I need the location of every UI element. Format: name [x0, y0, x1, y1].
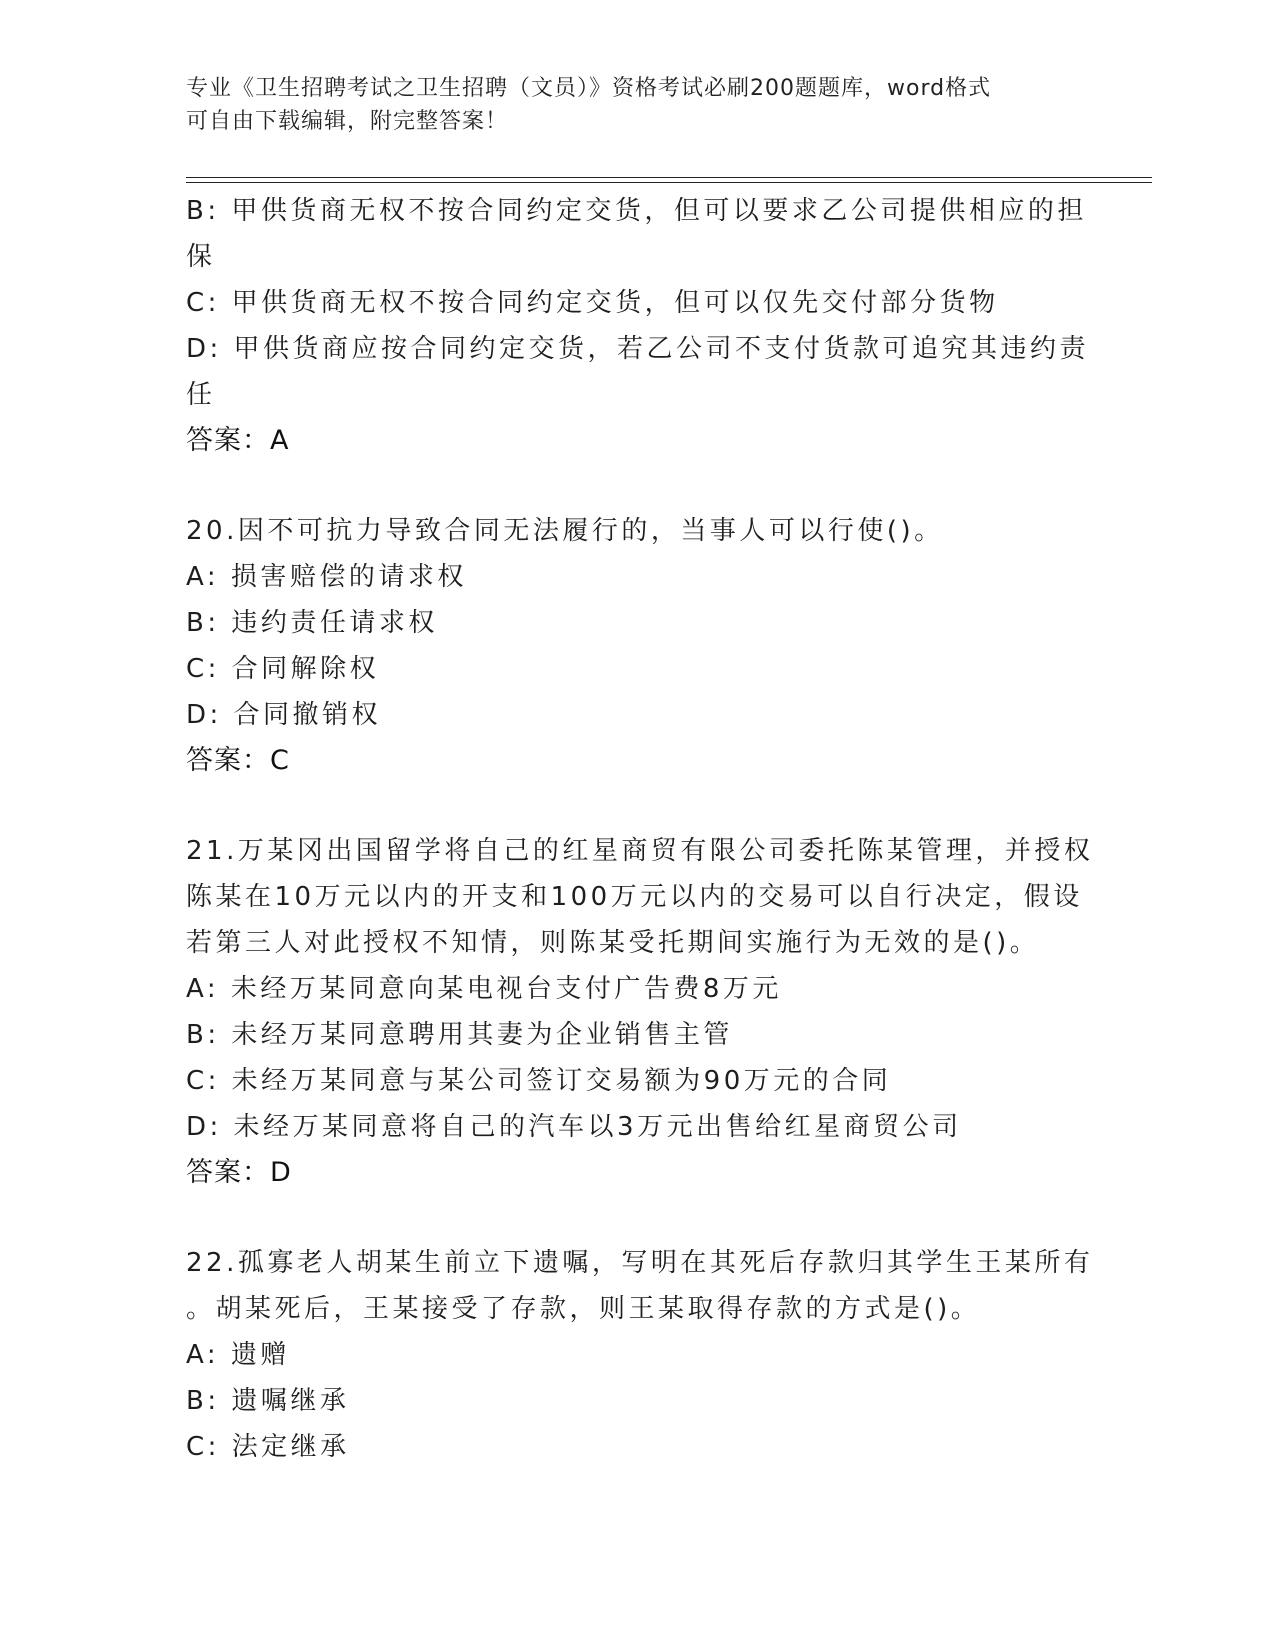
option-c: C: 合同解除权: [186, 654, 380, 684]
option-b: B: 遗嘱继承: [186, 1386, 350, 1416]
header-line-2: 可自由下载编辑，附完整答案！: [186, 109, 509, 134]
option-d: D: 未经万某同意将自己的汽车以3万元出售给红星商贸公司: [186, 1112, 962, 1142]
answer: 答案：D: [186, 1157, 292, 1188]
answer: 答案：C: [186, 745, 290, 776]
option-d: D: 合同撤销权: [186, 700, 382, 730]
option-c: C: 法定继承: [186, 1432, 350, 1462]
question-stem-line-2: 。胡某死后，王某接受了存款，则王某取得存款的方式是()。: [186, 1294, 981, 1324]
question-22: [186, 1240, 1094, 1470]
option-d-line-1: D: 甲供货商应按合同约定交货，若乙公司不支付货款可追究其违约责: [186, 334, 1090, 364]
option-c: C: 未经万某同意与某公司签订交易额为90万元的合同: [186, 1066, 892, 1096]
option-b: B: 违约责任请求权: [186, 608, 438, 638]
header-divider-top: [186, 177, 1152, 178]
question-stem-line-1: 21.万某冈出国留学将自己的红星商贸有限公司委托陈某管理，并授权: [186, 836, 1094, 866]
question-stem-line-1: 22.孤寡老人胡某生前立下遗嘱，写明在其死后存款归其学生王某所有: [186, 1248, 1094, 1278]
option-c: C: 甲供货商无权不按合同约定交货，但可以仅先交付部分货物: [186, 288, 999, 318]
header-line-1: 专业《卫生招聘考试之卫生招聘（文员）》资格考试必刷200题题库，word格式: [186, 76, 992, 101]
question-21: [186, 828, 1094, 1196]
option-a: A: 损害赔偿的请求权: [186, 562, 467, 592]
answer: 答案：A: [186, 425, 290, 456]
option-a: A: 遗赠: [186, 1340, 290, 1370]
option-a: A: 未经万某同意向某电视台支付广告费8万元: [186, 974, 782, 1004]
document-header: [186, 72, 1066, 138]
header-divider-bottom: [186, 182, 1152, 183]
question-stem: 20.因不可抗力导致合同无法履行的，当事人可以行使()。: [186, 516, 944, 546]
question-20: [186, 508, 1086, 784]
option-b-line-1: B: 甲供货商无权不按合同约定交货，但可以要求乙公司提供相应的担: [186, 196, 1087, 226]
question-list: [186, 188, 1094, 1470]
option-b-line-2: 保: [186, 242, 216, 272]
option-b: B: 未经万某同意聘用其妻为企业销售主管: [186, 1020, 733, 1050]
question-stem-line-3: 若第三人对此授权不知情，则陈某受托期间实施行为无效的是()。: [186, 928, 1040, 958]
question-19-tail: [186, 188, 1090, 464]
question-stem-line-2: 陈某在10万元以内的开支和100万元以内的交易可以自行决定，假设: [186, 882, 1083, 912]
option-d-line-2: 任: [186, 380, 216, 410]
